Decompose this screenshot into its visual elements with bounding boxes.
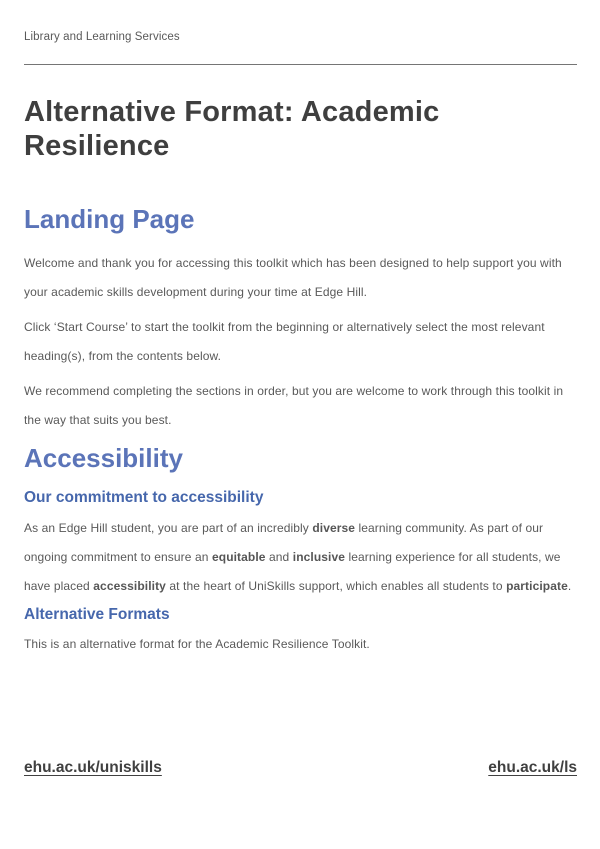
accessibility-heading: Accessibility (24, 443, 183, 474)
landing-paragraph-start-course: Click ‘Start Course’ to start the toolkit from the beginning or alternatively select the most relevant heading(s), from the contents below. (24, 320, 545, 364)
ls-link[interactable]: ehu.ac.uk/ls (488, 759, 577, 776)
landing-page-heading: Landing Page (24, 203, 195, 234)
document-title: Alternative Format: Academic Resilience (24, 96, 440, 162)
landing-paragraph-recommend: We recommend completing the sections in order, but you are welcome to work through this toolkit in the way that suits you best. (24, 384, 564, 428)
document-footer (24, 759, 577, 777)
alternative-formats-paragraph: This is an alternative format for the Academic Resilience Toolkit. (24, 636, 370, 651)
landing-paragraph-welcome: Welcome and thank you for accessing this toolkit which has been designed to help support you with your academic skills development during your time at Edge Hill. (24, 256, 562, 300)
alternative-formats-subheading: Alternative Formats (24, 605, 170, 623)
header-rule (24, 64, 577, 65)
document-header-org: Library and Learning Services (24, 31, 180, 43)
uniskills-link[interactable]: ehu.ac.uk/uniskills (24, 759, 162, 776)
commitment-paragraph: As an Edge Hill student, you are part of an incredibly diverse learning community. As part of our ongoing commitment to ensure an equitable and inclusive learning experience for all students, we have placed accessibility at the heart of UniSkills support, which enables all students to participate. (24, 520, 572, 593)
commitment-subheading: Our commitment to accessibility (24, 489, 264, 507)
